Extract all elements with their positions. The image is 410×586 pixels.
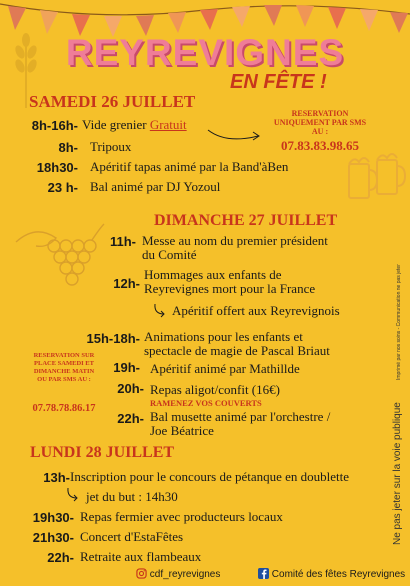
- reservation-line: RESERVATION: [291, 109, 349, 118]
- event-text: Tripoux: [90, 139, 132, 154]
- event-time: 22h-: [117, 411, 144, 426]
- event-time: 11h-: [109, 234, 136, 249]
- event-time: 8h-: [58, 140, 78, 155]
- reservation-line: DIMANCHE MATIN: [33, 368, 95, 375]
- event-time: 15h-18h-: [86, 331, 140, 346]
- event-text: Apéritif animé par Mathillde: [150, 361, 300, 376]
- event-text: Inscription pour le concours de pétanque en doublette: [70, 469, 350, 484]
- event-line: Joe Béatrice: [150, 423, 214, 438]
- reservation-line: OU PAR SMS AU :: [37, 376, 91, 383]
- event-text: Apéritif tapas animé par la Band'àBen: [90, 159, 289, 174]
- event-text-main: Vide grenier: [82, 117, 150, 132]
- event-text: [144, 268, 315, 296]
- facebook-icon: [258, 568, 269, 579]
- event-text: [150, 410, 330, 438]
- instagram-icon: [136, 568, 147, 579]
- event-text: [142, 234, 328, 262]
- event-time: 23 h-: [47, 180, 78, 195]
- event-time: 13h-: [43, 470, 70, 485]
- curved-arrow-icon: [206, 126, 266, 146]
- page-subtitle: EN FÊTE !: [230, 71, 327, 93]
- event-time: 21h30-: [32, 530, 74, 545]
- reservation-phone-sunday: 07.78.78.86.17: [32, 403, 96, 414]
- event-time: 19h30-: [32, 510, 74, 525]
- event-text: [144, 330, 330, 358]
- curved-arrow-icon: [152, 302, 168, 318]
- event-line: spectacle de magie de Pascal Briaut: [144, 343, 330, 358]
- event-line: Reyrevignes mort pour la France: [144, 281, 316, 296]
- footer-instagram[interactable]: [136, 568, 220, 586]
- reservation-line: PLACE SAMEDI ET: [34, 360, 94, 367]
- reservation-line: AU :: [311, 127, 329, 136]
- event-time: 8h-16h-: [31, 118, 78, 133]
- sunday-heading: DIMANCHE 27 JUILLET: [154, 212, 338, 229]
- event-text: Repas aligot/confit (16€): [150, 382, 280, 397]
- event-line: Messe au nom du premier président: [142, 233, 328, 248]
- bring-cutlery-note: RAMENEZ VOS COUVERTS: [150, 398, 262, 408]
- event-sub: Apéritif offert aux Reyrevignois: [172, 303, 340, 318]
- footer-facebook[interactable]: [258, 568, 405, 586]
- event-line: Animations pour les enfants et: [144, 329, 303, 344]
- curved-arrow-icon: [65, 486, 81, 502]
- beer-mugs-icon: [345, 150, 407, 208]
- side-small-print: Imprimé par nos soins - Communication ne pas jeter: [396, 264, 402, 380]
- page-title: REYREVIGNES: [65, 32, 345, 73]
- monday-heading: LUNDI 28 JUILLET: [30, 444, 175, 461]
- event-time: 12h-: [113, 276, 140, 291]
- event-time: 22h-: [47, 550, 74, 565]
- event-line: Bal musette animé par l'orchestre /: [150, 409, 331, 424]
- free-link[interactable]: Gratuit: [149, 117, 187, 132]
- reservation-line: UNIQUEMENT PAR SMS: [273, 118, 367, 127]
- instagram-handle: cdf_reyrevignes: [149, 569, 221, 580]
- saturday-heading: SAMEDI 26 JUILLET: [29, 92, 196, 111]
- event-text: Bal animé par DJ Yozoul: [90, 179, 221, 194]
- event-sub: jet du but : 14h30: [86, 489, 178, 504]
- event-line: Hommages aux enfants de: [144, 267, 282, 282]
- event-text: Retraite aux flambeaux: [80, 549, 202, 564]
- side-note: Ne pas jeter sur la voie publique: [392, 402, 403, 545]
- event-time: 18h30-: [36, 160, 78, 175]
- reservation-note-sunday: [16, 352, 112, 384]
- event-text: Repas fermier avec producteurs locaux: [80, 509, 283, 524]
- reservation-phone-saturday: 07.83.83.98.65: [281, 138, 359, 153]
- event-text: [82, 118, 187, 132]
- event-line: du Comité: [142, 247, 197, 262]
- event-time: 20h-: [117, 381, 144, 396]
- event-time: 19h-: [113, 360, 140, 375]
- event-text: Concert d'EstaFêtes: [80, 529, 184, 544]
- reservation-note-saturday: [262, 109, 378, 136]
- facebook-page: Comité des fêtes Reyrevignes: [271, 569, 406, 580]
- reservation-line: RESERVATION SUR: [33, 352, 95, 359]
